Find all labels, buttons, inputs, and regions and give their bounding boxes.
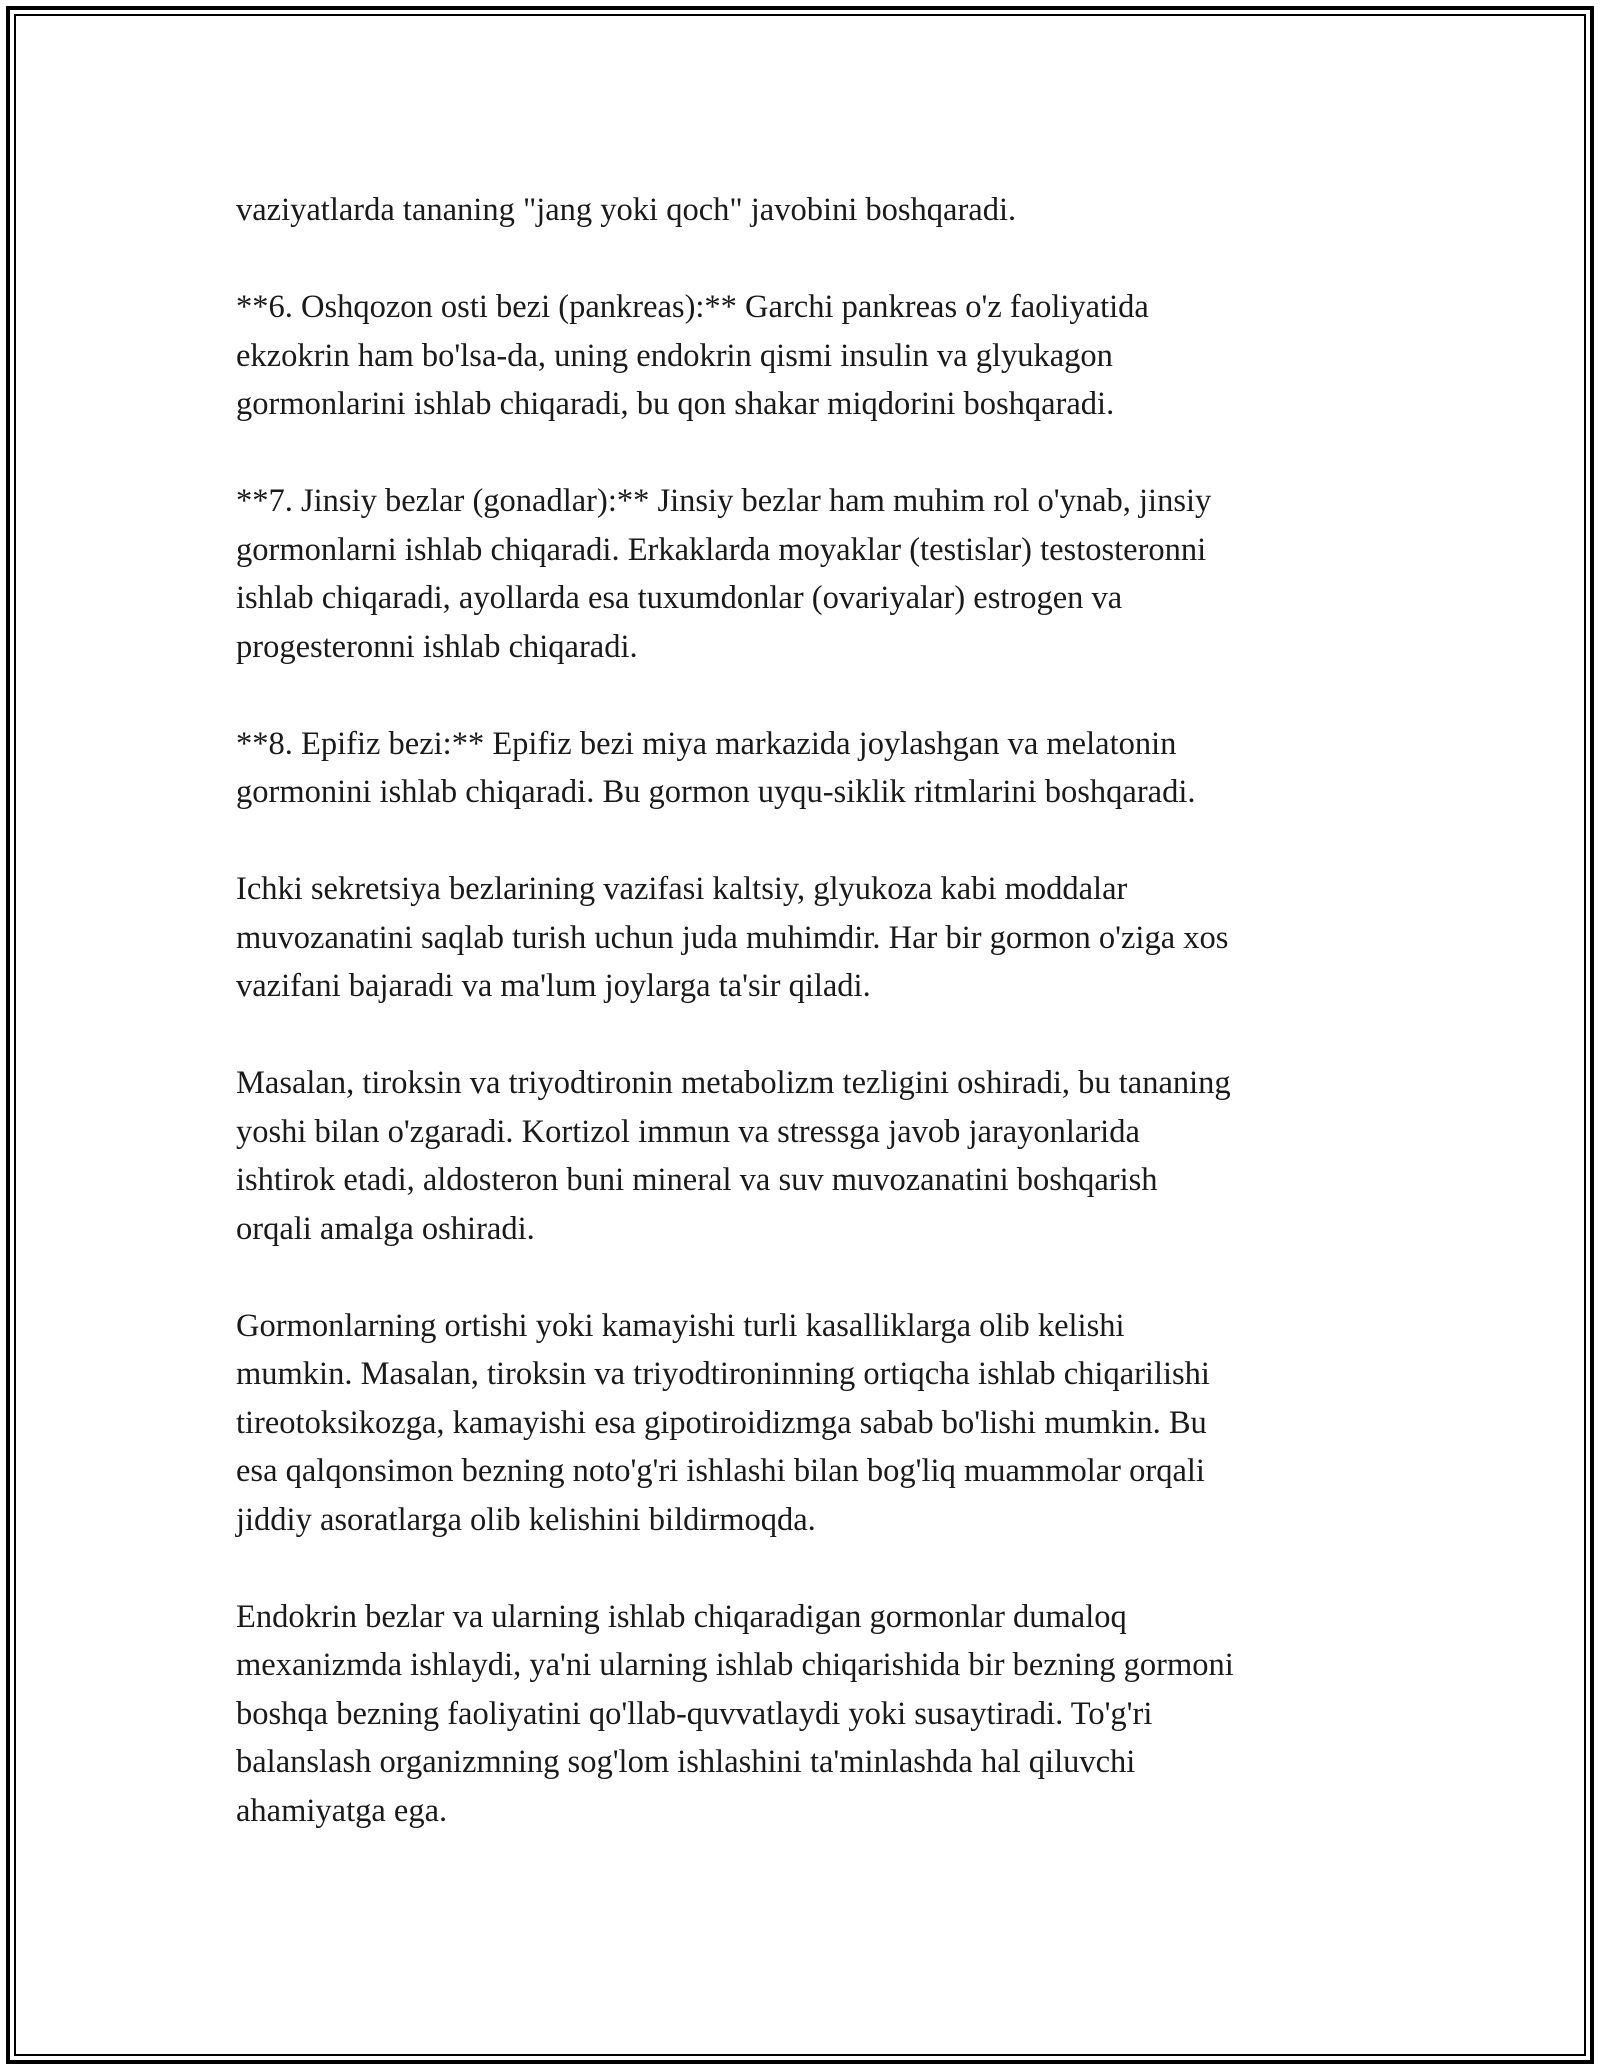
document-body: [236, 186, 1376, 1884]
paragraph-4: **8. Epifiz bezi:** Epifiz bezi miya markazida joylashgan va melatonin gormonini ishlab chiqaradi. Bu gormon uyqu-siklik ritmlarini boshqaradi.: [236, 725, 1196, 810]
paragraph-5: Ichki sekretsiya bezlarining vazifasi kaltsiy, glyukoza kabi moddalar muvozanatini saqlab turish uchun juda muhimdir. Har bir gormon o'ziga xos vazifani bajaradi va ma'lum joylarga ta'sir qiladi.: [236, 871, 1229, 1004]
paragraph-1: vaziyatlarda tananing "jang yoki qoch" javobini boshqaradi.: [236, 192, 1017, 228]
paragraph-6: Masalan, tiroksin va triyodtironin metabolizm tezligini oshiradi, bu tananing yoshi bilan o'zgaradi. Kortizol immun va stressga javob jarayonlarida ishtirok etadi, aldosteron buni mineral va suv muvozanatini boshqarish orqali amalga oshiradi.: [236, 1065, 1231, 1247]
paragraph-8: Endokrin bezlar va ularning ishlab chiqaradigan gormonlar dumaloq mexanizmda ishlaydi, ya'ni ularning ishlab chiqarishida bir bezning gormoni boshqa bezning faoliyatini qo'llab-quvvatlaydi yoki susaytiradi. To'g'ri balanslash organizmning sog'lom ishlashini ta'minlashda hal qiluvchi ahamiyatga ega.: [236, 1598, 1234, 1829]
paragraph-3: **7. Jinsiy bezlar (gonadlar):** Jinsiy bezlar ham muhim rol o'ynab, jinsiy gormonlarni ishlab chiqaradi. Erkaklarda moyaklar (testislar) testosteronni ishlab chiqaradi, ayollarda esa tuxumdonlar (ovariyalar) estrogen va progesteronni ishlab chiqaradi.: [236, 483, 1212, 665]
paragraph-2: **6. Oshqozon osti bezi (pankreas):** Garchi pankreas o'z faoliyatida ekzokrin ham bo'lsa-da, uning endokrin qismi insulin va glyukagon gormonlarini ishlab chiqaradi, bu qon shakar miqdorini boshqaradi.: [236, 289, 1149, 422]
paragraph-7: Gormonlarning ortishi yoki kamayishi turli kasalliklarga olib kelishi mumkin. Masalan, tiroksin va triyodtironinning ortiqcha ishlab chiqarilishi tireotoksikozga, kamayishi esa gipotiroidizmga sabab bo'lishi mumkin. Bu esa qalqonsimon bezning noto'g'ri ishlashi bilan bog'liq muammolar orqali jiddiy asoratlarga olib kelishini bildirmoqda.: [236, 1307, 1210, 1538]
